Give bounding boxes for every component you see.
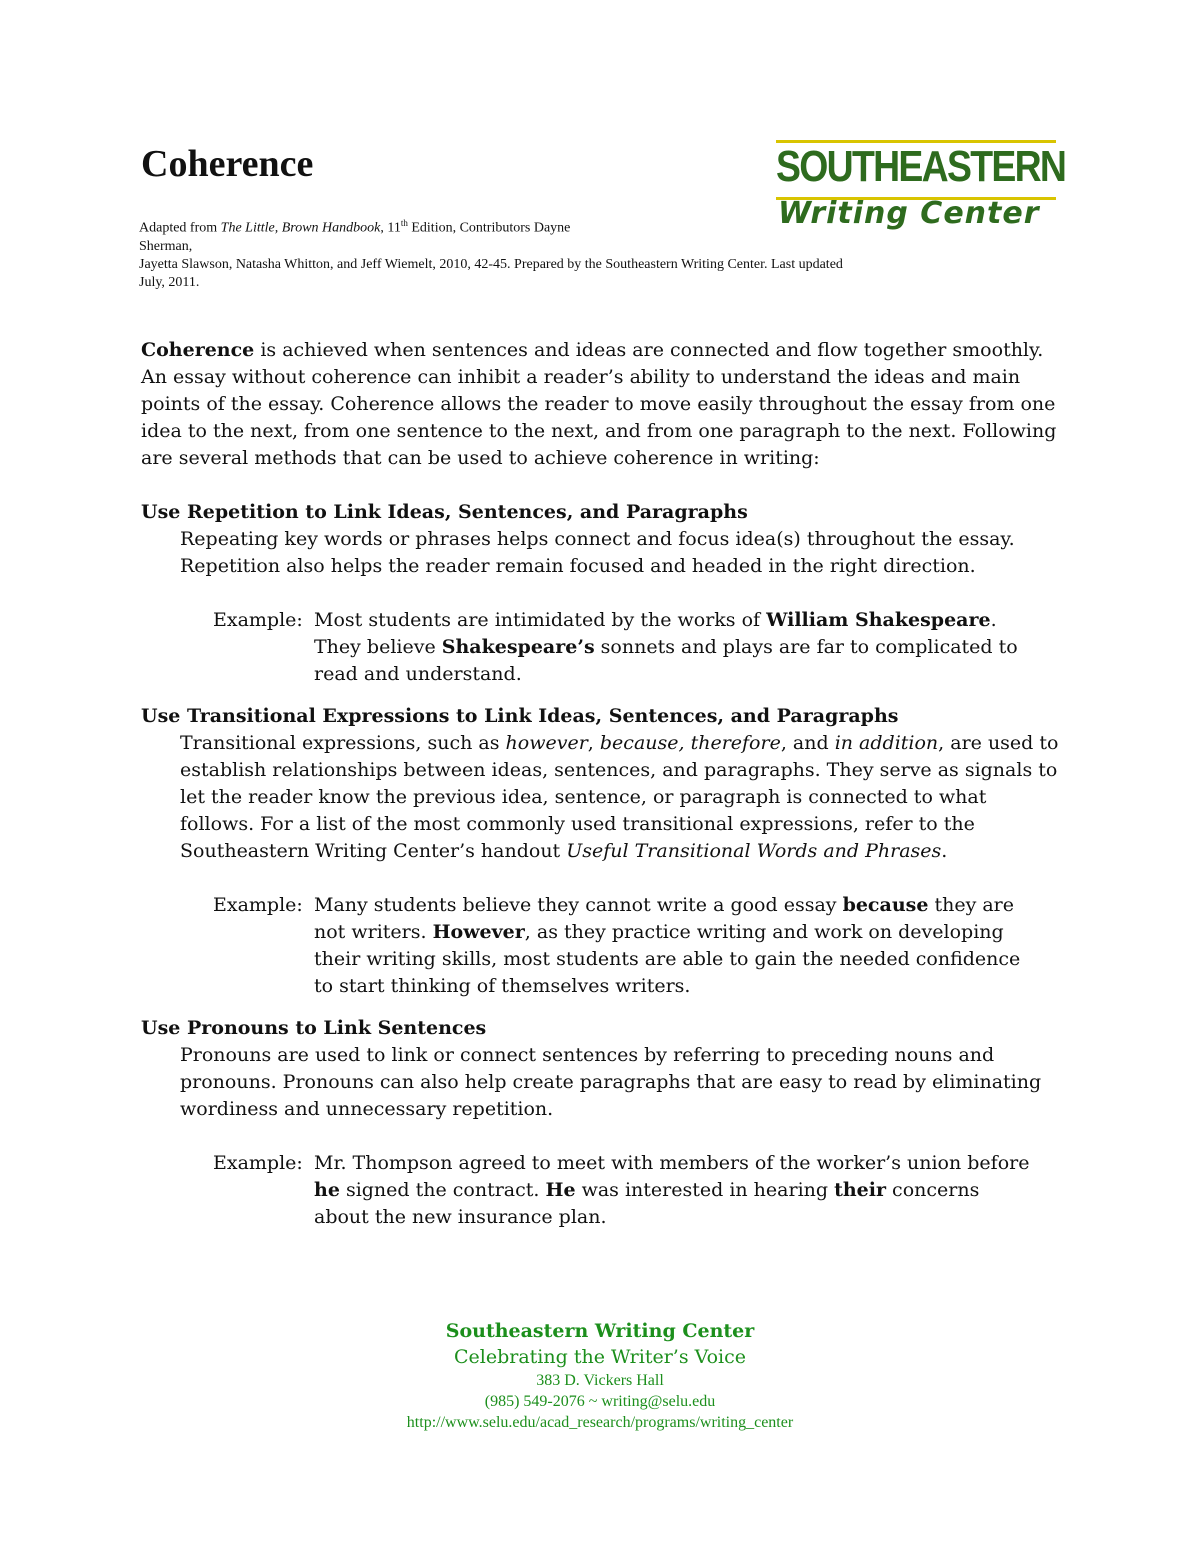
example-segment: Mr. Thompson agreed to meet with members of the worker’s union before: [314, 1152, 1030, 1174]
example-block: [213, 607, 1061, 688]
example-segment: sonnets and plays are far to complicated to read and understand.: [314, 636, 1018, 685]
intro-term: Coherence: [141, 339, 255, 361]
example-text: [314, 1150, 1034, 1231]
desc-segment: ,: [587, 732, 600, 754]
desc-italic: however: [505, 732, 588, 754]
example-label: Example:: [213, 894, 303, 916]
desc-italic: in addition: [834, 732, 939, 754]
logo-script: Writing Center: [778, 196, 1040, 231]
example-segment: they are not writers.: [314, 894, 1015, 943]
example-block: [213, 1150, 1061, 1231]
footer-tagline: Celebrating the Writer’s Voice: [454, 1346, 746, 1368]
desc-segment: , and: [780, 732, 835, 754]
example-text: [314, 607, 1034, 688]
section-heading: Use Transitional Expressions to Link Ideas, Sentences, and Paragraphs: [141, 705, 899, 727]
handout-title: Useful Transitional Words and Phrases: [566, 840, 942, 862]
section-pronouns: [141, 1015, 1061, 1231]
example-segment: concerns about the new insurance plan.: [314, 1179, 980, 1228]
section-repetition: [141, 499, 1061, 688]
example-emphasis: However: [432, 921, 525, 943]
desc-segment: Transitional expressions, such as: [180, 732, 506, 754]
citation-line-3: Jayetta Slawson, Natasha Whitton, and Jeff Wiemelt, 2010, 42-45. Prepared by the Southeastern Writing Center. Last updated: [139, 256, 843, 272]
example-text: [314, 892, 1034, 1000]
intro-paragraph: [141, 337, 1061, 472]
footer-address: 383 D. Vickers Hall: [536, 1372, 664, 1389]
example-segment: , as they practice writing and work on developing their writing skills, most students are able to gain the needed confidence to start thinking of themselves writers.: [314, 921, 1021, 997]
section-description: Pronouns are used to link or connect sentences by referring to preceding nouns and pronouns. Pronouns can also help create paragraphs that are easy to read by eliminating wordiness and unnecessary repetition.: [180, 1044, 1042, 1120]
citation-line-4: July, 2011.: [139, 274, 200, 290]
citation-text: Edition, Contributors Dayne: [407, 220, 571, 236]
example-label: Example:: [213, 609, 303, 631]
section-heading: Use Repetition to Link Ideas, Sentences, and Paragraphs: [141, 501, 748, 523]
desc-segment: .: [941, 840, 948, 862]
example-segment: Most students are intimidated by the works of: [314, 609, 767, 631]
example-emphasis: William Shakespeare: [766, 609, 991, 631]
page-title: Coherence: [141, 143, 314, 185]
citation-book-title: The Little, Brown Handbook: [220, 220, 381, 236]
example-block: [213, 892, 1061, 1000]
footer-contact: [0, 1318, 1200, 1433]
section-description: [180, 730, 1061, 865]
document-body: [141, 337, 1061, 1246]
example-segment: was interested in hearing: [575, 1179, 835, 1201]
example-emphasis: he: [314, 1179, 340, 1201]
logo-name: SOUTHEASTERN: [776, 142, 1066, 191]
section-heading: Use Pronouns to Link Sentences: [141, 1017, 487, 1039]
example-emphasis: Shakespeare’s: [441, 636, 595, 658]
section-description: Repeating key words or phrases helps connect and focus idea(s) throughout the essay. Repetition also helps the reader remain focused and headed in the right direction.: [180, 528, 1015, 577]
desc-italic: because, therefore: [599, 732, 781, 754]
example-emphasis: their: [834, 1179, 887, 1201]
citation-line-2: Sherman,: [139, 238, 193, 254]
desc-segment: , are used to establish relationships between ideas, sentences, and paragraphs. They serve as signals to let the reader know the previous idea, sentence, or paragraph is connected to what follows. For a list of the most commonly used transitional expressions, refer to the Southeastern Writing Center’s handout: [180, 732, 1059, 862]
example-emphasis: He: [545, 1179, 576, 1201]
citation-line-1: [139, 214, 1039, 238]
example-segment: Many students believe they cannot write a good essay: [314, 894, 843, 916]
citation-superscript: th: [400, 218, 408, 228]
section-transitional-expressions: [141, 703, 1061, 1000]
footer-url-link[interactable]: http://www.selu.edu/acad_research/programs/writing_center: [406, 1414, 794, 1431]
citation-text: Adapted from: [139, 220, 221, 236]
citation-text: , 11: [380, 220, 401, 236]
example-label: Example:: [213, 1152, 303, 1174]
example-segment: signed the contract.: [339, 1179, 546, 1201]
example-segment: . They believe: [314, 609, 997, 658]
intro-text: is achieved when sentences and ideas are connected and flow together smoothly. An essay without coherence can inhibit a reader’s ability to understand the ideas and main points of the essay. Coherence allows the reader to move easily throughout the essay from one idea to the next, from one sentence to the next, and from one paragraph to the next. Following are several methods that can be used to achieve coherence in writing:: [141, 339, 1057, 469]
example-emphasis: because: [842, 894, 929, 916]
footer-phone-email: (985) 549-2076 ~ writing@selu.edu: [484, 1393, 716, 1410]
footer-org-name: Southeastern Writing Center: [445, 1320, 755, 1342]
source-citation: [139, 214, 1039, 292]
